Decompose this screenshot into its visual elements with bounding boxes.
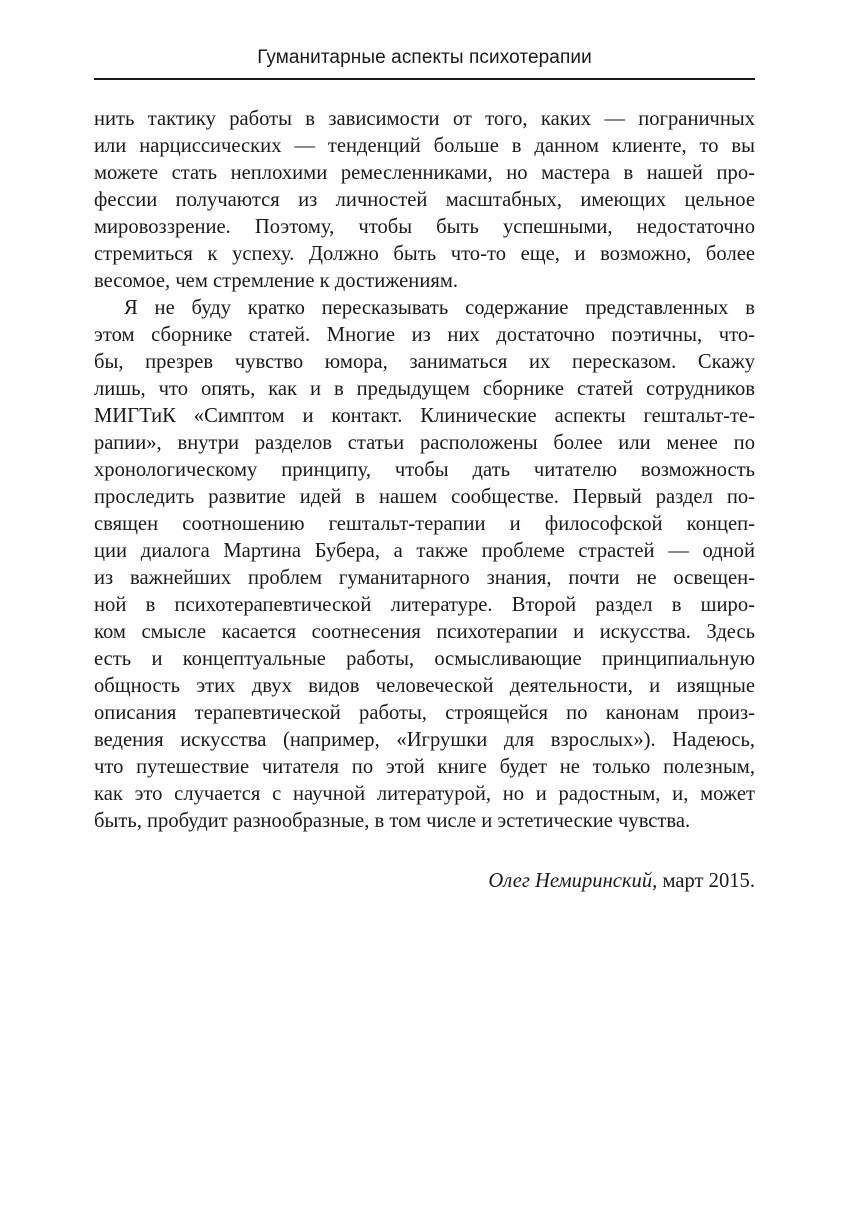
text-line: нить тактику работы в зависимости от того, каких — пограничных [94,108,755,130]
text-line: ции диалога Мартина Бубера, а также проблеме страстей — одной [94,540,755,562]
text-line: описания терапевтической работы, строящейся по канонам произ- [94,702,755,724]
text-line: хронологическому принципу, чтобы дать читателю возможность [94,459,755,481]
text-line: МИГТиК «Симптом и контакт. Клинические аспекты гештальт-те- [94,405,755,427]
text-line: бы, презрев чувство юмора, заниматься их пересказом. Скажу [94,351,755,373]
body-text [94,106,755,835]
signature-date: , март 2015. [652,870,755,892]
text-line: этом сборнике статей. Многие из них достаточно поэтичны, что- [94,324,755,346]
text-line: рапии», внутри разделов статьи расположены более или менее по [94,432,755,454]
text-line: стремиться к успеху. Должно быть что-то еще, и возможно, более [94,243,755,265]
text-line: или нарциссических — тенденций больше в данном клиенте, то вы [94,135,755,157]
paragraph-overview [94,295,755,835]
text-line: весомое, чем стремление к достижениям. [94,270,459,292]
text-line: проследить развитие идей в нашем сообществе. Первый раздел по- [94,486,755,508]
paragraph-continuation [94,106,755,295]
header-divider [94,78,755,80]
text-line: священ соотношению гештальт-терапии и философской концеп- [94,513,755,535]
text-line: общность этих двух видов человеческой деятельности, и изящные [94,675,755,697]
text-line: быть, пробудит разнообразные, в том числе и эстетические чувства. [94,810,691,832]
text-line: есть и концептуальные работы, осмысливающие принципиальную [94,648,755,670]
text-line: как это случается с научной литературой, но и радостным, и, может [94,783,755,805]
signature [94,868,755,895]
signature-author: Олег Немиринский [488,870,653,892]
text-line: ной в психотерапевтической литературе. Второй раздел в широ- [94,594,755,616]
text-line: что путешествие читателя по этой книге будет не только полезным, [94,756,755,778]
text-line: из важнейших проблем гуманитарного знания, почти не освещен- [94,567,755,589]
text-line: Я не буду кратко пересказывать содержание представленных в [124,297,755,319]
running-header: Гуманитарные аспекты психотерапии [257,47,592,68]
text-line: мировоззрение. Поэтому, чтобы быть успешными, недостаточно [94,216,755,238]
text-line: можете стать неплохими ремесленниками, но мастера в нашей про- [94,162,755,184]
text-line: ведения искусства (например, «Игрушки для взрослых»). Надеюсь, [94,729,755,751]
text-line: лишь, что опять, как и в предыдущем сборнике статей сотрудников [94,378,755,400]
text-line: фессии получаются из личностей масштабных, имеющих цельное [94,189,755,211]
text-line: ком смысле касается соотнесения психотерапии и искусства. Здесь [94,621,755,643]
